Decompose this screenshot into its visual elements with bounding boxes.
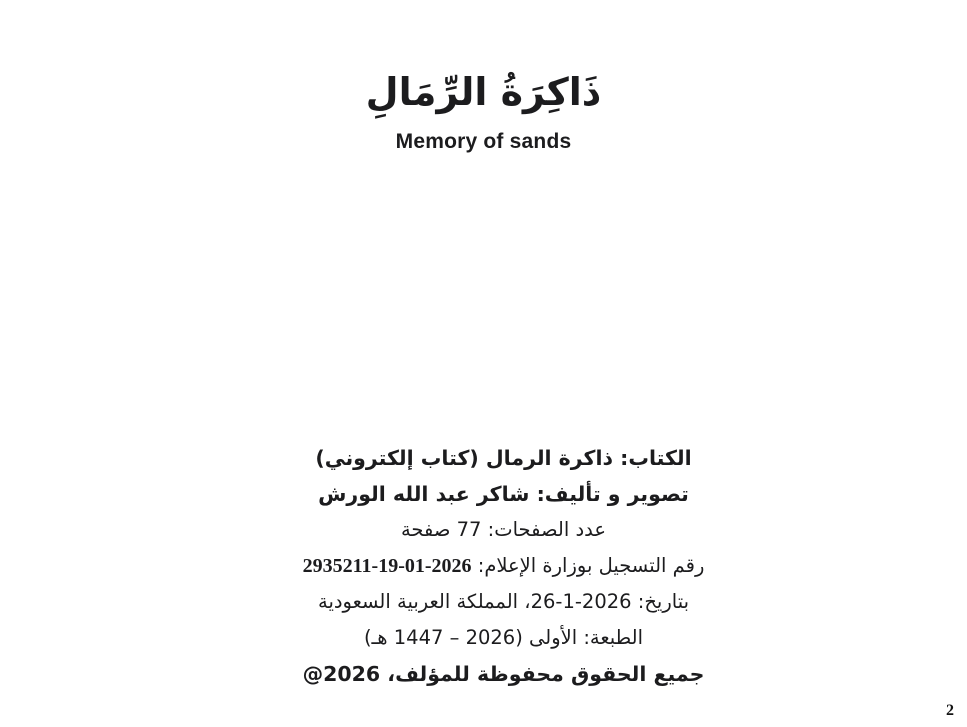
title-block	[0, 62, 967, 154]
info-line-registration	[20, 548, 967, 584]
registration-label: رقم التسجيل بوزارة الإعلام:	[471, 554, 705, 577]
info-line-copyright: جميع الحقوق محفوظة للمؤلف، 2026@	[302, 662, 705, 686]
info-line-book-name: الكتاب: ذاكرة الرمال (كتاب إلكتروني)	[315, 446, 692, 470]
registration-number: 2026-01-19-2935211	[302, 555, 472, 577]
info-line-registration-date: بتاريخ: 2026-1-26، المملكة العربية السعودية	[317, 590, 689, 613]
info-line-page-count: عدد الصفحات: 77 صفحة	[400, 518, 607, 541]
book-title-arabic: ذَاكِرَةُ الرِّمَالِ	[365, 70, 602, 114]
info-line-author: تصوير و تأليف: شاكر عبد الله الورش	[318, 482, 689, 506]
book-title-english: Memory of sands	[395, 130, 572, 153]
book-info-block	[20, 440, 967, 692]
page-number: 2	[946, 702, 954, 719]
info-line-edition: الطبعة: الأولى (2026 – 1447 هـ)	[363, 626, 644, 649]
